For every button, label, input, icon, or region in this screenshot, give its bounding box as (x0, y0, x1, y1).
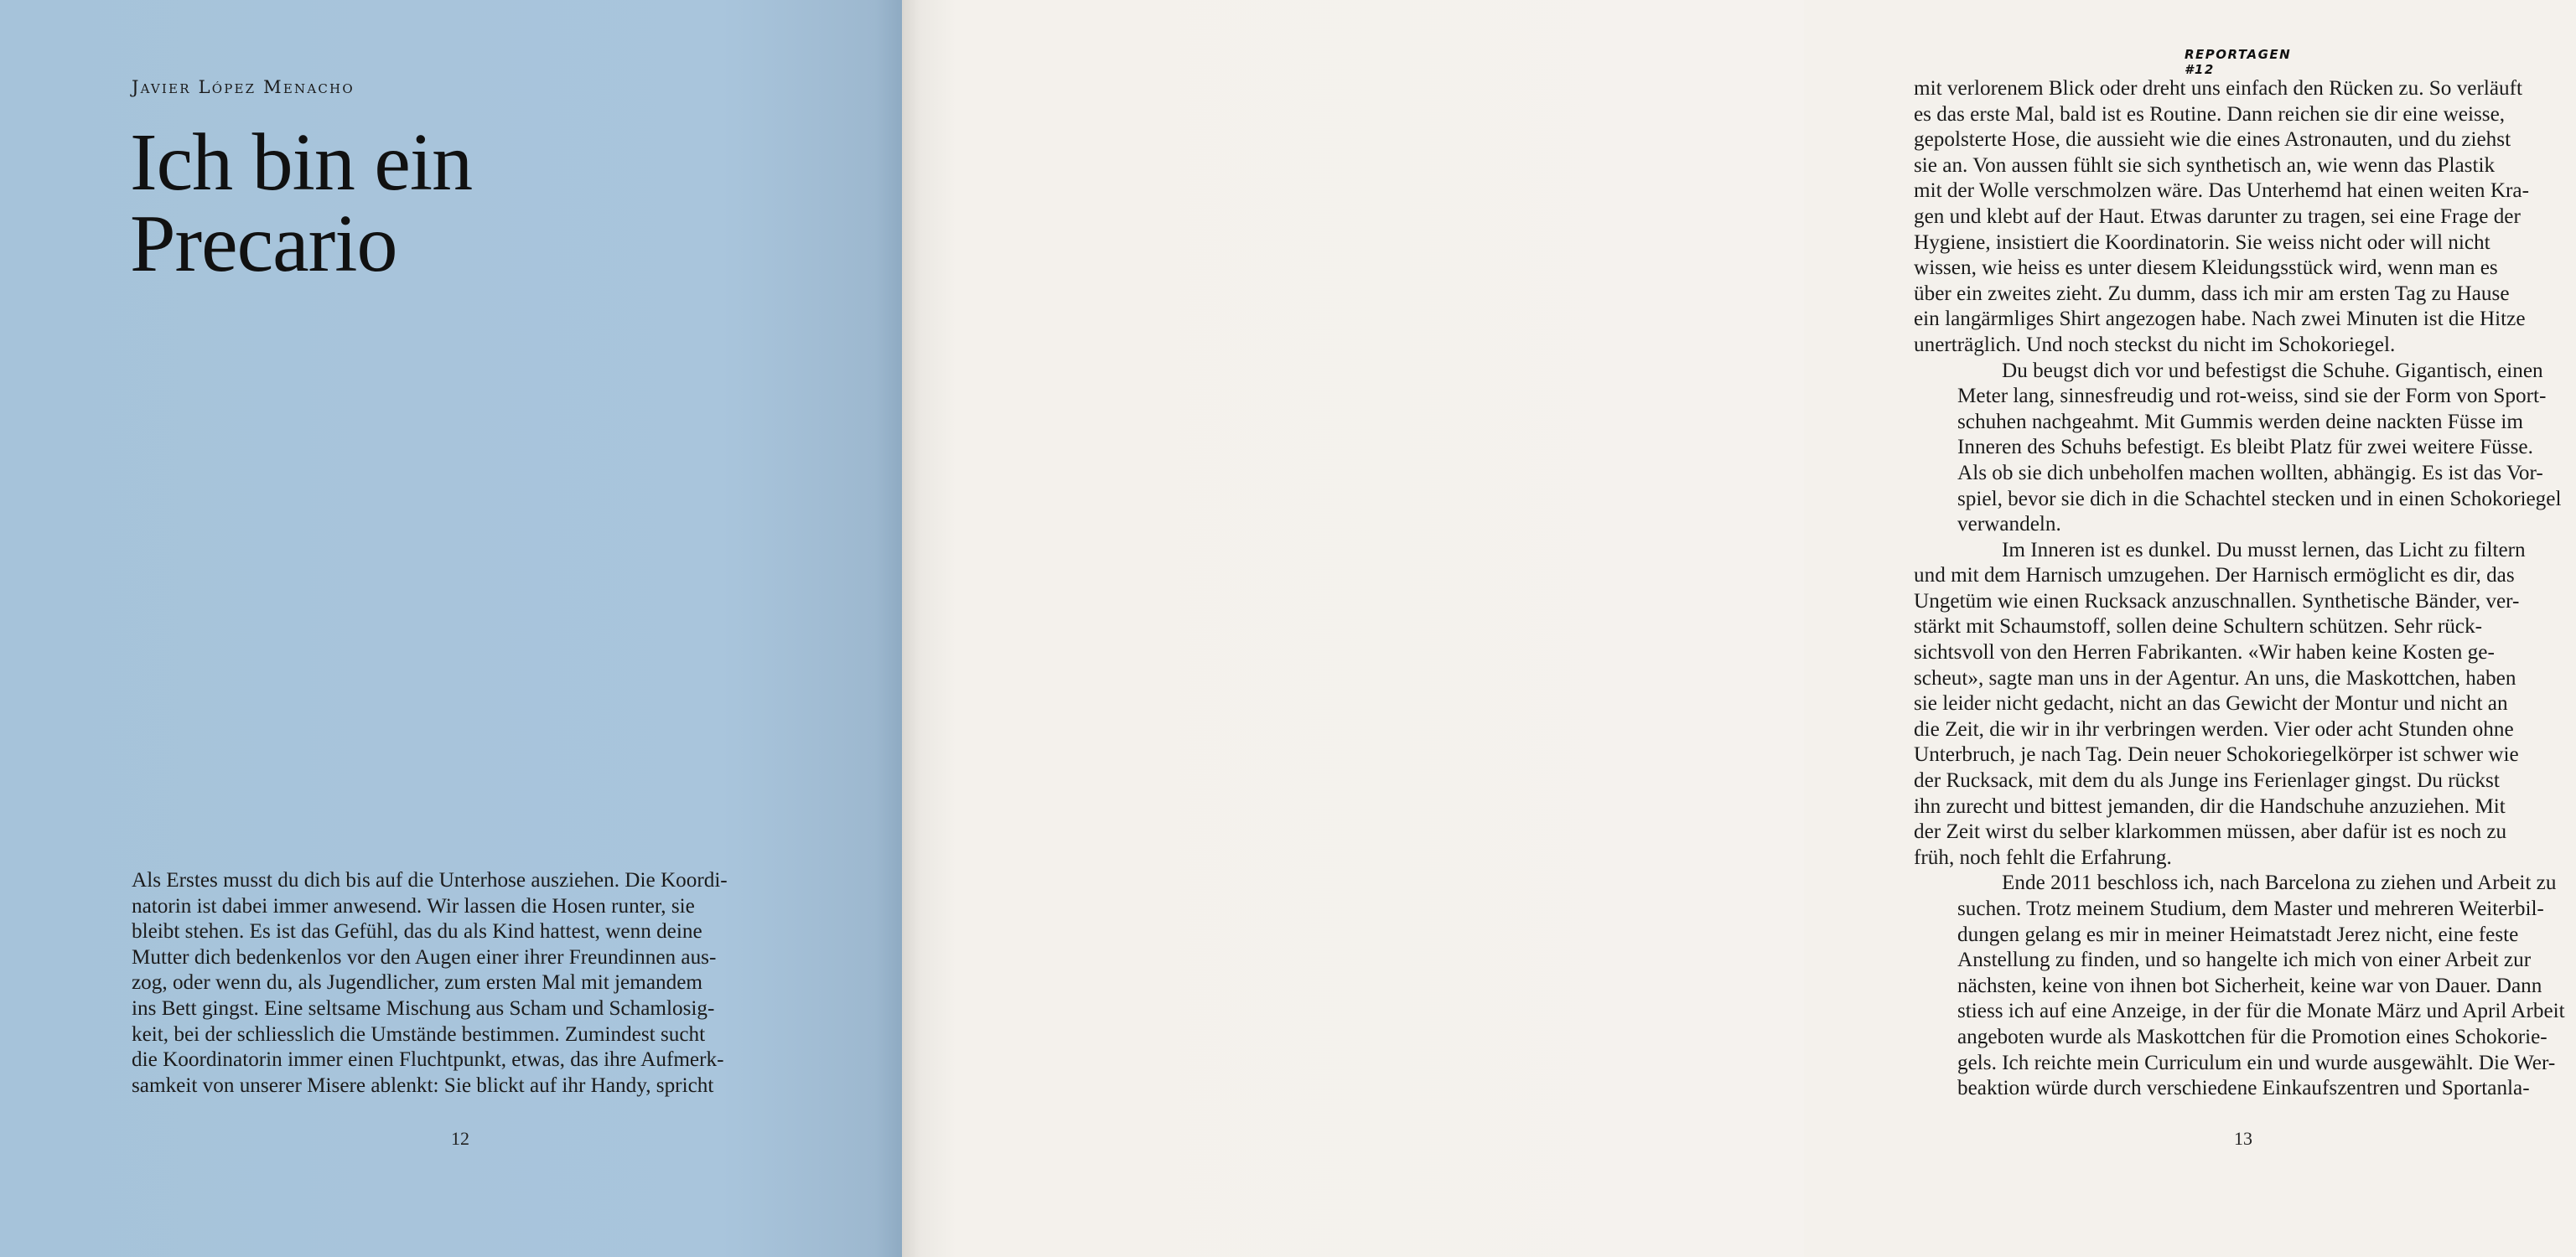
text-line: suchen. Trotz meinem Studium, dem Master und mehreren Weiterbil- (1957, 897, 2544, 920)
left-page (0, 0, 902, 1257)
text-line: mit der Wolle verschmolzen wäre. Das Unterhemd hat einen weiten Kra- (1914, 179, 2529, 203)
right-page (902, 0, 2565, 1257)
text-line: Meter lang, sinnesfreudig und rot-weiss, sind sie der Form von Sport- (1957, 385, 2547, 408)
text-line: zog, oder wenn du, als Jugendlicher, zum ersten Mal mit jemandem (132, 971, 702, 995)
text-line: spiel, bevor sie dich in die Schachtel stecken und in einen Schokoriegel (1957, 487, 2562, 510)
text-line: gepolsterte Hose, die aussieht wie die eines Astronauten, und du ziehst (1914, 128, 2511, 152)
left-body-text (132, 868, 750, 1099)
text-line: sie leider nicht gedacht, nicht an das Gewicht der Montur und nicht an (1914, 692, 2508, 716)
text-line: ihn zurecht und bittest jemanden, dir die Handschuhe anzuziehen. Mit (1914, 794, 2506, 818)
text-line: ein langärmliges Shirt angezogen habe. Nach zwei Minuten ist die Hitze (1914, 308, 2526, 331)
text-line: Inneren des Schuhs befestigt. Es bleibt Platz für zwei weitere Füsse. (1957, 436, 2533, 459)
text-line: es das erste Mal, bald ist es Routine. Dann reichen sie dir eine weisse, (1914, 102, 2506, 126)
text-line: stärkt mit Schaumstoff, sollen deine Schultern schützen. Sehr rück- (1914, 615, 2483, 639)
author-name: Javier López Menacho (132, 77, 355, 97)
page-number-left: 12 (451, 1128, 469, 1149)
text-line: und mit dem Harnisch umzugehen. Der Harnisch ermöglicht es dir, das (1914, 564, 2515, 587)
text-line: gen und klebt auf der Haut. Etwas darunter zu tragen, sei eine Frage der (1914, 204, 2521, 228)
text-line: früh, noch fehlt die Erfahrung. (1914, 846, 2172, 869)
text-line: schuhen nachgeahmt. Mit Gummis werden deine nackten Füsse im (1957, 410, 2524, 433)
text-line: der Rucksack, mit dem du als Junge ins Ferienlager gingst. Du rückst (1914, 769, 2500, 793)
title-line: Precario (130, 199, 397, 289)
text-line: keit, bei der schliesslich die Umstände bestimmen. Zumindest sucht (132, 1022, 706, 1046)
text-line: mit verlorenem Blick oder dreht uns einfach den Rücken zu. So verläuft (1914, 77, 2523, 100)
text-line: samkeit von unserer Misere ablenkt: Sie blickt auf ihr Handy, spricht (132, 1073, 714, 1097)
right-body-text (1914, 76, 2576, 1102)
text-line: unerträglich. Und noch steckst du nicht im Schokoriegel. (1914, 333, 2396, 356)
text-line: Anstellung zu finden, und so hangelte ich mich von einer Arbeit zur (1957, 949, 2532, 972)
text-line: die Koordinatorin immer einen Fluchtpunkt, etwas, das ihre Aufmerk- (132, 1048, 724, 1072)
text-line: Mutter dich bedenkenlos vor den Augen einer ihrer Freundinnen aus- (132, 945, 717, 969)
text-line: Als Erstes musst du dich bis auf die Unterhose ausziehen. Die Koordi- (132, 869, 728, 892)
text-line: gels. Ich reichte mein Curriculum ein und wurde ausgewählt. Die Wer- (1957, 1051, 2556, 1074)
text-line: über ein zweites zieht. Zu dumm, dass ich mir am ersten Tag zu Hause (1914, 282, 2510, 305)
text-line: stiess ich auf eine Anzeige, in der für die Monate März und April Arbeit (1957, 1000, 2565, 1023)
text-line: Ende 2011 beschloss ich, nach Barcelona zu ziehen und Arbeit zu (2002, 872, 2557, 895)
text-line: der Zeit wirst du selber klarkommen müssen, aber dafür ist es noch zu (1914, 820, 2507, 844)
text-line: sichtsvoll von den Herren Fabrikanten. «Wir haben keine Kosten ge- (1914, 641, 2495, 665)
text-line: angeboten wurde als Maskottchen für die Promotion eines Schokorie- (1957, 1025, 2547, 1048)
text-line: Hygiene, insistiert die Koordinatorin. Sie weiss nicht oder will nicht (1914, 230, 2490, 254)
text-line: beaktion würde durch verschiedene Einkaufszentren und Sportanla- (1957, 1077, 2530, 1100)
text-line: bleibt stehen. Es ist das Gefühl, das du als Kind hattest, wenn deine (132, 920, 702, 944)
text-line: dungen gelang es mir in meiner Heimatstadt Jerez nicht, eine feste (1957, 923, 2519, 946)
text-line: die Zeit, die wir in ihr verbringen werden. Vier oder acht Stunden ohne (1914, 717, 2514, 741)
text-line: sie an. Von aussen fühlt sie sich synthetisch an, wie wenn das Plastik (1914, 153, 2496, 177)
text-line: ins Bett gingst. Eine seltsame Mischung aus Scham und Schamlosig- (132, 996, 715, 1020)
text-line: wissen, wie heiss es unter diesem Kleidungsstück wird, wenn man es (1914, 256, 2498, 280)
text-line: nächsten, keine von ihnen bot Sicherheit, keine war von Dauer. Dann (1957, 974, 2542, 997)
title-line: Ich bin ein (130, 117, 473, 208)
text-line: Im Inneren ist es dunkel. Du musst lernen, das Licht zu filtern (2002, 538, 2526, 561)
running-head: REPORTAGEN #12 (2185, 47, 2292, 77)
text-line: natorin ist dabei immer anwesend. Wir lassen die Hosen runter, sie (132, 894, 695, 918)
text-line: Du beugst dich vor und befestigst die Schuhe. Gigantisch, einen (2002, 359, 2543, 382)
page-number-right: 13 (2234, 1128, 2252, 1149)
text-line: verwandeln. (1957, 513, 2061, 536)
article-title (130, 117, 473, 289)
text-line: Ungetüm wie einen Rucksack anzuschnallen. Synthetische Bänder, ver- (1914, 589, 2520, 613)
text-line: scheut», sagte man uns in der Agentur. An uns, die Maskottchen, haben (1914, 666, 2516, 690)
text-line: Unterbruch, je nach Tag. Dein neuer Schokoriegelkörper ist schwer wie (1914, 743, 2519, 767)
text-line: Als ob sie dich unbeholfen machen wollten, abhängig. Es ist das Vor- (1957, 461, 2543, 484)
